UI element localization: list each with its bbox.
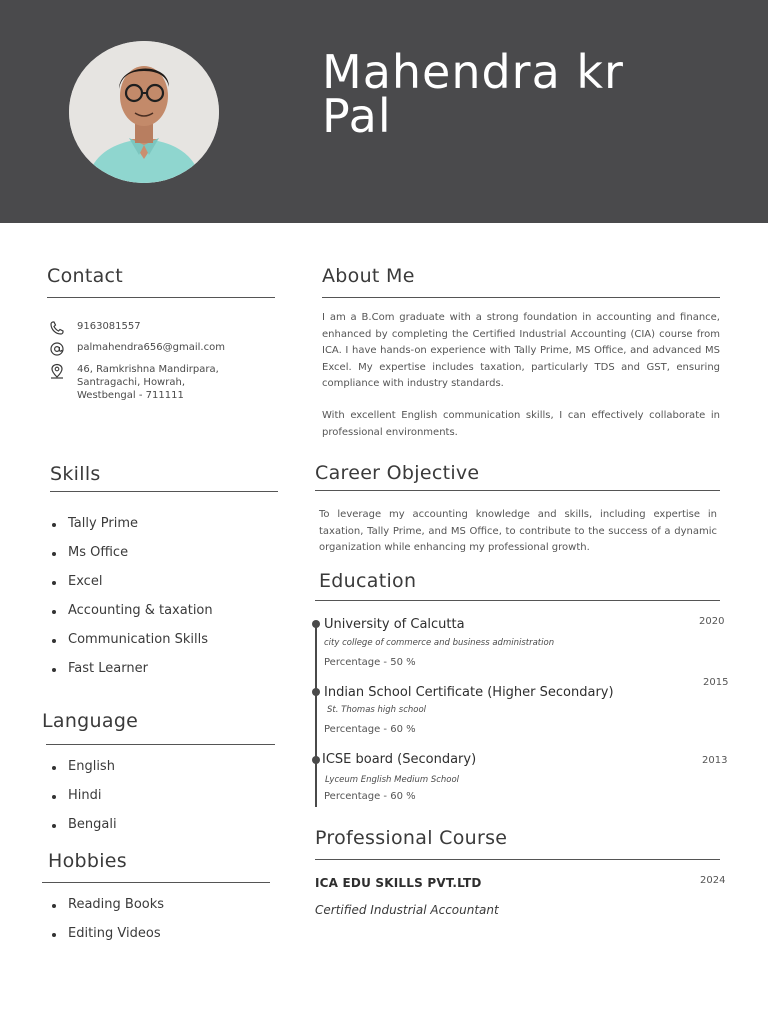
language-list [46, 759, 117, 832]
about-heading: About Me [322, 265, 415, 287]
education-timeline [315, 623, 317, 807]
course-organization: ICA EDU SKILLS PVT.LTD [315, 876, 482, 890]
career-objective-divider [315, 490, 720, 491]
skill-item: Excel [46, 574, 213, 589]
language-heading: Language [42, 710, 139, 732]
skill-item: Tally Prime [46, 516, 213, 531]
education-percentage: Percentage - 50 % [324, 657, 416, 668]
skills-heading: Skills [50, 463, 101, 485]
hobby-item: Editing Videos [46, 926, 164, 941]
hobby-item: Reading Books [46, 897, 164, 912]
education-institution: University of Calcutta [324, 617, 465, 632]
skill-item: Communication Skills [46, 632, 213, 647]
language-item: Hindi [46, 788, 117, 803]
contact-phone[interactable]: 9163081557 [77, 321, 141, 332]
skills-divider [50, 491, 278, 492]
map-pin-icon [47, 363, 67, 379]
person-name-line1: Mahendra kr [322, 45, 624, 99]
hobbies-divider [42, 882, 270, 883]
language-divider [46, 744, 275, 745]
course-name: Certified Industrial Accountant [315, 903, 499, 917]
hobbies-heading: Hobbies [48, 850, 127, 872]
education-year: 2015 [703, 677, 729, 688]
career-objective-heading: Career Objective [315, 462, 480, 484]
skill-item: Ms Office [46, 545, 213, 560]
education-year: 2020 [699, 616, 725, 627]
contact-phone-row [47, 320, 287, 336]
language-item: Bengali [46, 817, 117, 832]
contact-email[interactable]: palmahendra656@gmail.com [77, 342, 225, 353]
timeline-dot [312, 620, 320, 628]
skill-item: Accounting & taxation [46, 603, 213, 618]
professional-course-divider [315, 859, 720, 860]
career-objective-text: To leverage my accounting knowledge and skills, including expertise in taxation, Tally Prime, and MS Office, to contribute to the success of a dynamic organization while enhancing my professional growth. [319, 509, 717, 553]
course-year: 2024 [700, 875, 726, 886]
professional-course-heading: Professional Course [315, 827, 508, 849]
skill-item: Fast Learner [46, 661, 213, 676]
contact-address-row [47, 363, 287, 402]
education-divider [315, 600, 720, 601]
education-institution: ICSE board (Secondary) [322, 752, 477, 767]
education-percentage: Percentage - 60 % [324, 791, 416, 802]
timeline-dot [312, 756, 320, 764]
education-institution: Indian School Certificate (Higher Secondary) [324, 685, 614, 700]
education-year: 2013 [702, 755, 728, 766]
education-school: city college of commerce and business administration [324, 638, 555, 648]
hobbies-list [46, 897, 164, 941]
person-name [322, 45, 682, 143]
education-school: St. Thomas high school [327, 705, 427, 715]
about-paragraph-2: With excellent English communication skills, I can effectively collaborate in professional environments. [322, 410, 720, 438]
language-item: English [46, 759, 117, 774]
person-name-line2: Pal [322, 89, 392, 143]
contact-heading: Contact [47, 265, 124, 287]
about-divider [322, 297, 720, 298]
education-heading: Education [319, 570, 417, 592]
address-line: Santragachi, Howrah, [77, 377, 185, 388]
contact-divider [47, 297, 275, 298]
education-school: Lyceum English Medium School [325, 775, 460, 785]
contact-email-row [47, 341, 287, 357]
education-percentage: Percentage - 60 % [324, 724, 416, 735]
address-line: Westbengal - 711111 [77, 390, 184, 401]
address-line: 46, Ramkrishna Mandirpara, [77, 364, 219, 375]
header-banner [0, 0, 768, 223]
at-sign-icon [47, 341, 67, 357]
about-paragraph-1: I am a B.Com graduate with a strong foundation in accounting and finance, enhanced by completing the Certified Industrial Accounting (CIA) course from ICA. I have hands-on experience with Tally Prime, MS Office, and advanced MS Excel. My expertise includes taxation, particularly TDS and GST, ensuring compliance with industry standards. [322, 312, 720, 389]
profile-photo [69, 41, 219, 183]
phone-icon [47, 320, 67, 336]
skills-list [46, 516, 213, 676]
timeline-dot [312, 688, 320, 696]
contact-address [77, 363, 219, 402]
